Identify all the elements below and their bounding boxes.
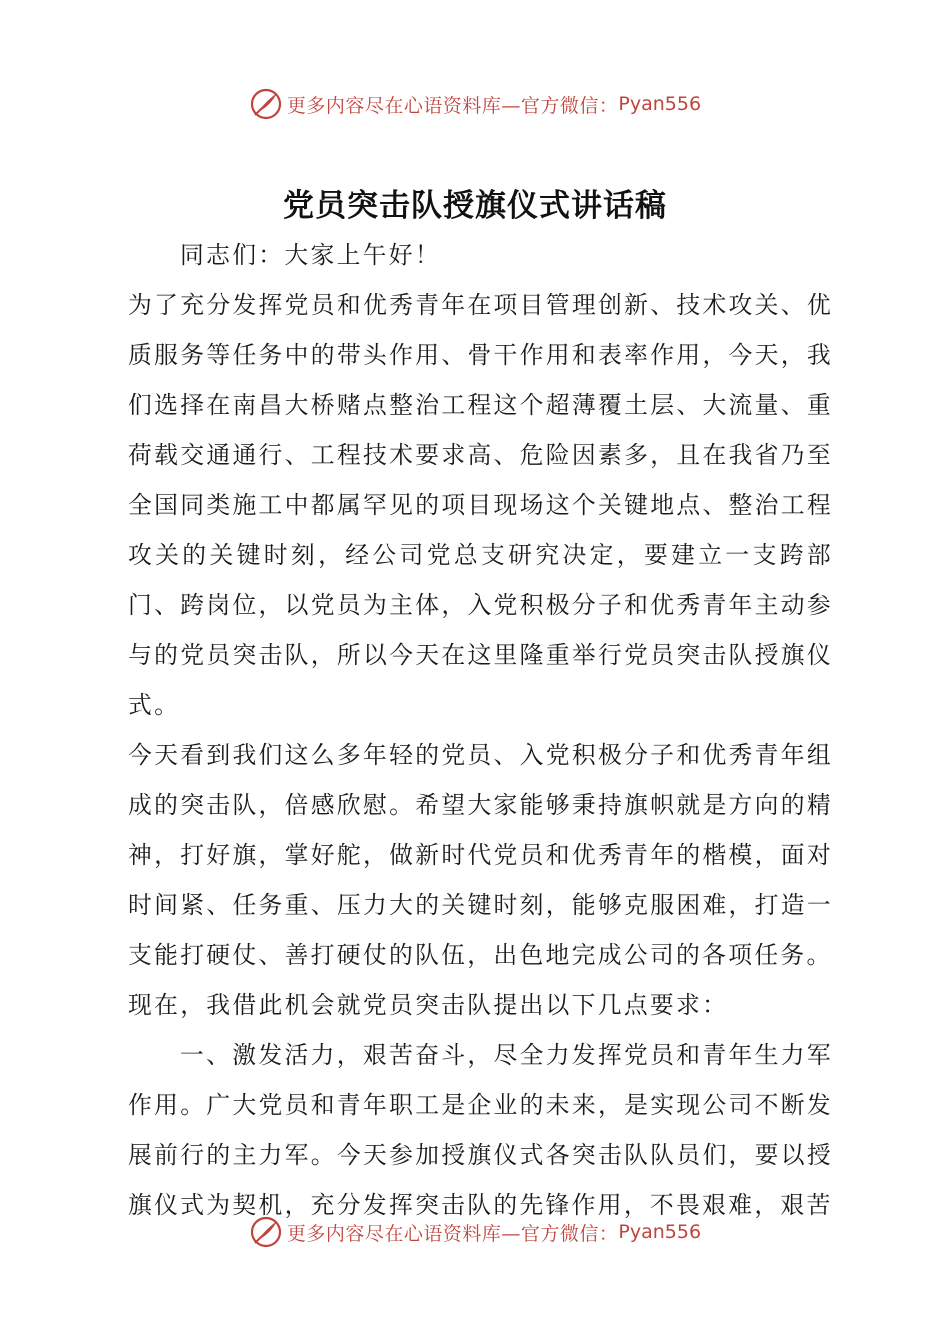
quill-logo-icon — [249, 1215, 283, 1249]
watermark-text: 更多内容尽在心语资料库—官方微信： — [286, 1222, 619, 1245]
paragraph-4: 一、激发活力，艰苦奋斗，尽全力发挥党员和青年生力军作用。广大党员和青年职工是企业的未来，是实现公司不断发展前行的主力军。今天参加授旗仪式各突击队队员们，要以授旗仪式为契机，充分发挥突击队的先锋作用，不畏艰难，艰苦 — [128, 1041, 833, 1219]
footer-watermark — [0, 1212, 950, 1252]
watermark-text: 更多内容尽在心语资料库—官方微信： — [286, 94, 619, 117]
document-body — [128, 230, 833, 1230]
greeting: 同志们：大家上午好！ — [180, 241, 441, 269]
document-title: 党员突击队授旗仪式讲话稿 — [283, 188, 667, 224]
watermark-wechat-id: Pyan556 — [618, 1221, 702, 1243]
watermark-wechat-id: Pyan556 — [618, 93, 702, 115]
paragraph-3: 现在，我借此机会就党员突击队提出以下几点要求： — [128, 991, 729, 1019]
paragraph-2: 今天看到我们这么多年轻的党员、入党积极分子和优秀青年组成的突击队，倍感欣慰。希望大家能够秉持旗帜就是方向的精神，打好旗，掌好舵，做新时代党员和优秀青年的楷模，面对时间紧、任务重、压力大的关键时刻，能够克服困难，打造一支能打硬仗、善打硬仗的队伍，出色地完成公司的各项任务。 — [128, 741, 833, 969]
quill-logo-icon — [249, 87, 283, 121]
header-watermark — [0, 84, 950, 124]
paragraph-1: 为了充分发挥党员和优秀青年在项目管理创新、技术攻关、优质服务等任务中的带头作用、骨干作用和表率作用，今天，我们选择在南昌大桥赌点整治工程这个超薄覆土层、大流量、重荷载交通通行、工程技术要求高、危险因素多，且在我省乃至全国同类施工中都属罕见的项目现场这个关键地点、整治工程攻关的关键时刻，经公司党总支研究决定，要建立一支跨部门、跨岗位，以党员为主体，入党积极分子和优秀青年主动参与的党员突击队，所以今天在这里隆重举行党员突击队授旗仪式。 — [128, 291, 833, 719]
